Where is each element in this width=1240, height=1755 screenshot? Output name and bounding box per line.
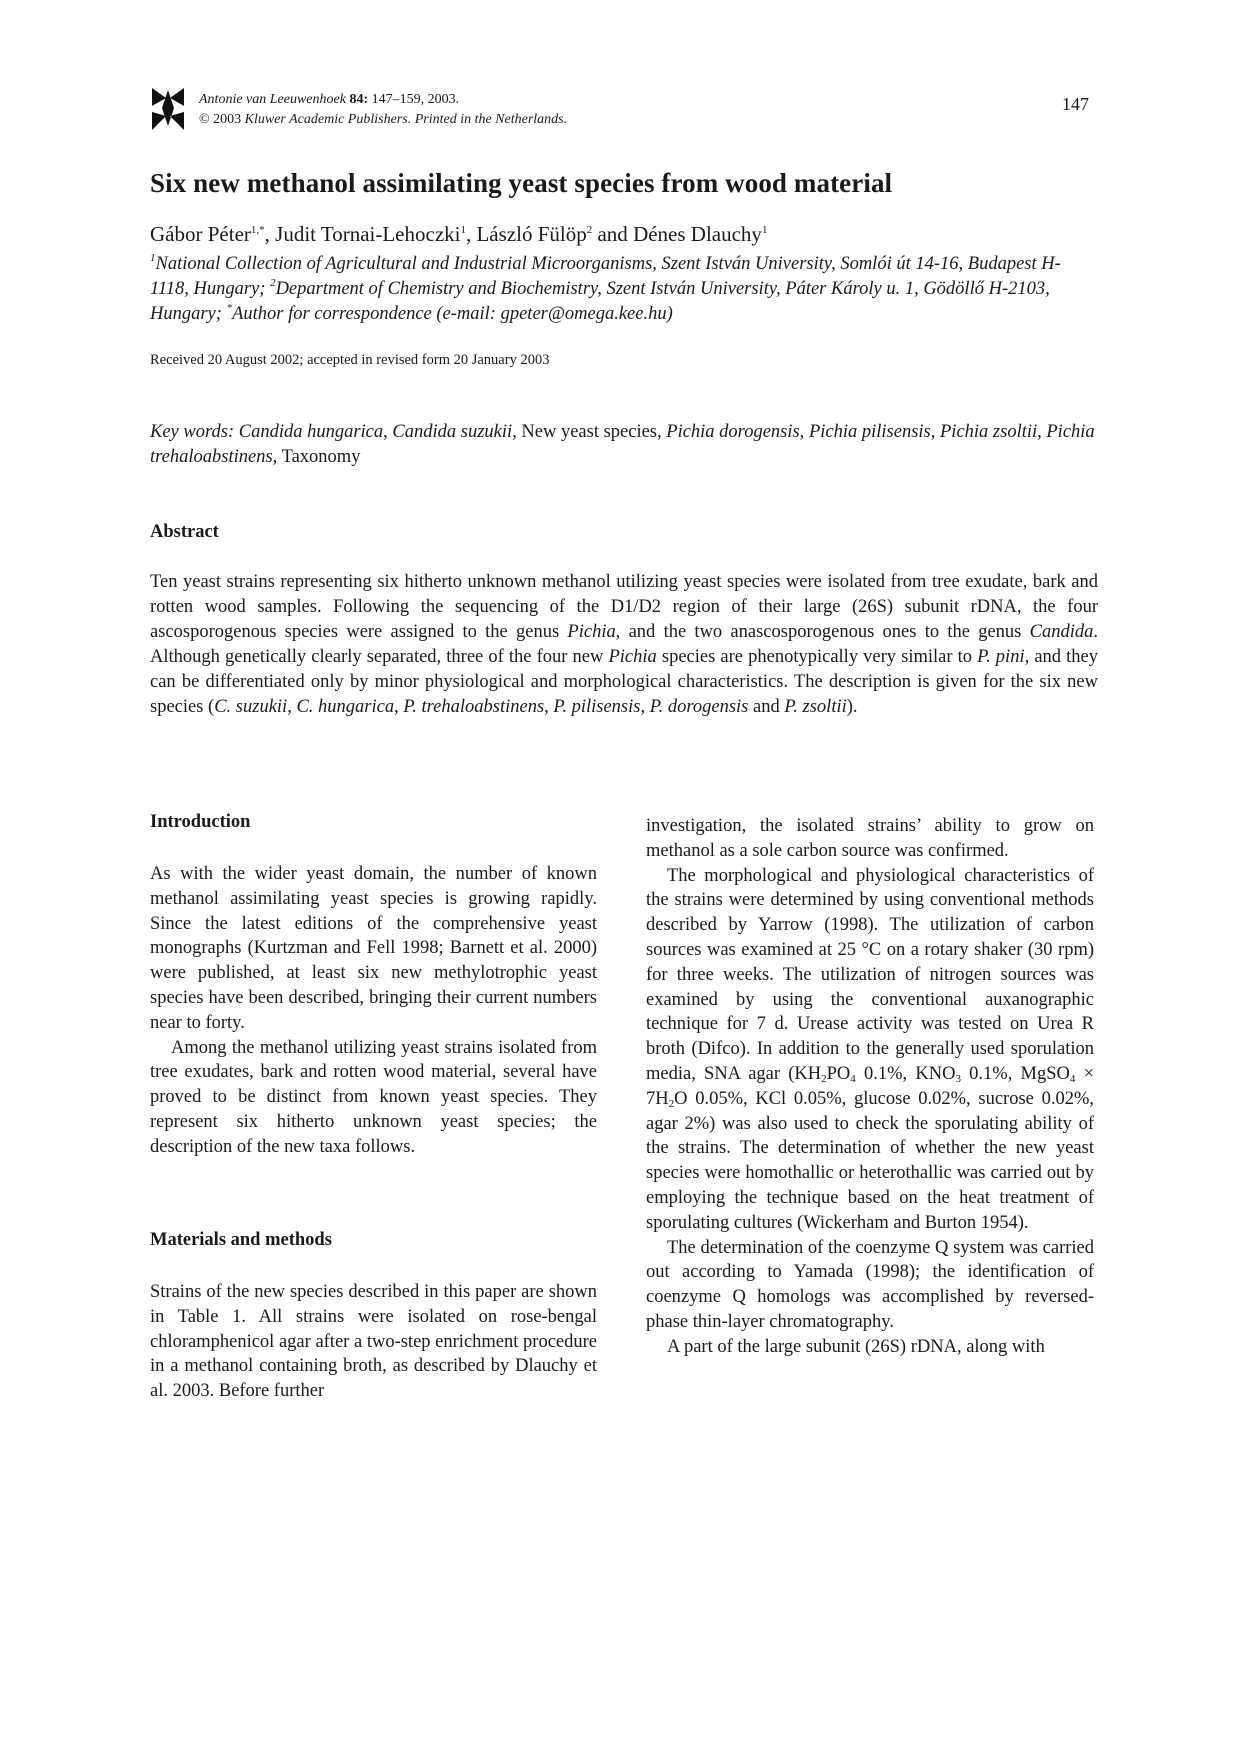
affiliations bbox=[150, 252, 1098, 327]
keyword: Candida suzukii bbox=[392, 422, 513, 442]
methods-paragraph-5: A part of the large subunit (26S) rDNA, along with bbox=[667, 1336, 1045, 1357]
abstract-fragment: Ten yeast strains representing six hitherto unknown methanol utilizing yeast species were isolated from tree exudate, bark and rotten wood samples. Following the sequencing of the D1/D2 region of their large (26S) subunit rDNA, the four ascosporogenous species were assigned to the genus bbox=[150, 572, 1098, 642]
methods-paragraph-2: investigation, the isolated strains’ ability to grow on methanol as a sole carbon source was confirmed. bbox=[646, 816, 1094, 861]
abstract-fragment: C. suzukii bbox=[214, 697, 288, 717]
affiliation-mark: 2 bbox=[270, 277, 276, 289]
keyword-list: Candida hungarica, Candida suzukii, New yeast species, Pichia dorogensis, Pichia pilisensis, Pichia zsoltii, Pichia trehaloabstinens, Taxonomy bbox=[150, 422, 1095, 467]
affiliation-text: National Collection of Agricultural and Industrial Microorganisms, Szent István University, Somlói út 14-16, Budapest H-1118, Hungary; bbox=[150, 254, 1061, 299]
abstract-fragment: species are phenotypically very similar to bbox=[656, 647, 978, 667]
author-name: Gábor Péter bbox=[150, 222, 251, 246]
abstract-fragment: ). bbox=[846, 697, 858, 717]
abstract-fragment: , and the two anascosporogenous ones to the genus bbox=[615, 622, 1030, 642]
journal-pages: 147–159, 2003. bbox=[371, 92, 460, 107]
abstract-fragment: P. pilisensis bbox=[553, 697, 641, 717]
chemical-subscript: 2 bbox=[668, 1097, 675, 1110]
keyword: Candida hungarica bbox=[238, 422, 384, 442]
author-name: Dénes Dlauchy bbox=[633, 222, 762, 246]
text-fragment: × 7H bbox=[646, 1063, 1095, 1109]
abstract-fragment: and bbox=[748, 697, 785, 717]
kluwer-logo-icon bbox=[150, 86, 186, 132]
chemical-subscript: 4 bbox=[1069, 1072, 1076, 1085]
chemical-subscript: 4 bbox=[850, 1072, 856, 1085]
copyright-year: 2003 bbox=[213, 112, 242, 127]
text-fragment: The morphological and physiological characteristics of the strains were determined by using conventional methods described by Yarrow (1998). The utilization of carbon sources was examined at 25 °C on a rotary shaker (30 rpm) for three weeks. The utilization of nitrogen sources was examined by using the conventional auxanographic technique for 7 d. Urease activity was tested on Urea R broth (Difco). In addition to the generally used sporulation media, SNA agar (KH bbox=[646, 865, 1094, 1084]
methods-paragraph-1: Strains of the new species described in this paper are shown in Table 1. All strains were isolated on rose-bengal chloramphenicol agar after a two-step enrichment procedure in a methanol containing broth, as described by Dlauchy et al. 2003. Before further bbox=[150, 1282, 597, 1402]
author-affiliation-mark: 1 bbox=[761, 224, 768, 236]
keywords-label: Key words: bbox=[150, 422, 235, 442]
abstract-fragment: P. zsoltii bbox=[784, 697, 847, 717]
chemical-subscript: 2 bbox=[821, 1072, 827, 1085]
affiliation-text: Department of Chemistry and Biochemistry, Szent István University, Páter Károly u. 1, Gödöllő H-2103, Hungary; bbox=[150, 279, 1050, 324]
abstract-fragment: , bbox=[394, 697, 404, 717]
intro-paragraph-2: Among the methanol utilizing yeast strains isolated from tree exudates, bark and rotten wood material, several have proved to be distinct from known yeast species. They represent six hitherto unknown yeast species; the description of the new taxa follows. bbox=[150, 1037, 597, 1157]
introduction-heading: Introduction bbox=[150, 812, 251, 832]
keyword: Pichia dorogensis bbox=[666, 422, 800, 442]
abstract-fragment: P. dorogensis bbox=[649, 697, 749, 717]
author-name: Judit Tornai-Lehoczki bbox=[275, 222, 461, 246]
abstract-fragment: C. hungarica bbox=[296, 697, 395, 717]
text-fragment: PO bbox=[826, 1063, 851, 1084]
abstract-fragment: . Although genetically clearly separated, three of the four new bbox=[150, 622, 1098, 667]
abstract-fragment: Candida bbox=[1029, 622, 1094, 642]
methods-paragraph-3 bbox=[646, 864, 1094, 1236]
author-list: Gábor Péter$^{1,*}$, Judit Tornai-Lehoczki$^1$, László Fülöp$^2$ and Dénes Dlauchy$^1$ bbox=[150, 222, 768, 246]
journal-citation bbox=[199, 90, 567, 130]
abstract-fragment: and they can be differentiated only by minor physiological and morphological characteristics. The description is given for the six new species ( bbox=[150, 647, 1099, 717]
author-name: László Fülöp bbox=[476, 222, 587, 246]
author-affiliation-mark: 1 bbox=[460, 224, 466, 236]
copyright-symbol: © bbox=[199, 112, 210, 127]
received-date: Received 20 August 2002; accepted in revised form 20 January 2003 bbox=[150, 352, 550, 368]
abstract-fragment: Pichia bbox=[567, 622, 616, 642]
abstract-fragment: , bbox=[544, 697, 554, 717]
abstract-text bbox=[150, 570, 1098, 720]
affiliation-mark: * bbox=[226, 302, 233, 314]
keyword: Pichia zsoltii bbox=[940, 422, 1038, 442]
methods-body bbox=[150, 1280, 597, 1404]
publisher-line: Kluwer Academic Publishers. Printed in the Netherlands. bbox=[244, 112, 568, 127]
text-fragment: O 0.05%, KCl 0.05%, glucose 0.02%, sucrose 0.02%, agar 2%) was also used to check the sporulating ability of the strains. The determination of whether the new yeast species were homothallic or heterothallic was carried out by employing the technique based on the heat treatment of sporulating cultures (Wickerham and Burton 1954). bbox=[646, 1088, 1094, 1233]
author-affiliation-mark: 2 bbox=[586, 224, 593, 236]
abstract-fragment: P. trehaloabstinens bbox=[403, 697, 545, 717]
journal-volume: 84: bbox=[349, 92, 369, 107]
intro-paragraph-1: As with the wider yeast domain, the number of known methanol assimilating yeast species is growing rapidly. Since the latest editions of the comprehensive yeast monographs (Kurtzman and Fell 1998; Barnett et al. 2000) were published, at least six new methylotrophic yeast species have been described, bringing their current numbers near to forty. bbox=[150, 864, 597, 1033]
methods-heading: Materials and methods bbox=[150, 1230, 332, 1250]
methods-paragraph-4: The determination of the coenzyme Q system was carried out according to Yamada (1998); the identification of coenzyme Q homologs was accomplished by reversed-phase thin-layer chromatography. bbox=[646, 1237, 1094, 1332]
keyword: New yeast species bbox=[521, 422, 658, 442]
chemical-subscript: 3 bbox=[955, 1072, 961, 1085]
affiliation-text: Author for correspondence (e-mail: gpeter@omega.kee.hu) bbox=[232, 304, 673, 324]
page-number: 147 bbox=[1062, 94, 1089, 114]
introduction-body bbox=[150, 862, 597, 1160]
text-fragment: 0.1%, MgSO bbox=[960, 1063, 1070, 1084]
methods-continued bbox=[646, 814, 1094, 1360]
abstract-fragment: Pichia bbox=[608, 647, 657, 667]
abstract-fragment: P. pini, bbox=[977, 647, 1030, 667]
keywords bbox=[150, 420, 1098, 470]
article-title: Six new methanol assimilating yeast species from wood material bbox=[150, 168, 893, 198]
journal-name: Antonie van Leeuwenhoek bbox=[199, 92, 346, 107]
keyword: Pichia pilisensis bbox=[808, 422, 931, 442]
text-fragment: 0.1%, KNO bbox=[855, 1063, 956, 1084]
affiliation-mark: 1 bbox=[150, 252, 156, 264]
abstract-fragment: , bbox=[640, 697, 650, 717]
abstract-heading: Abstract bbox=[150, 522, 219, 542]
keyword: Taxonomy bbox=[281, 447, 361, 467]
author-affiliation-mark: 1,* bbox=[250, 224, 265, 236]
keyword: Pichia trehaloabstinens bbox=[150, 422, 1095, 467]
abstract-fragment: , bbox=[287, 697, 297, 717]
